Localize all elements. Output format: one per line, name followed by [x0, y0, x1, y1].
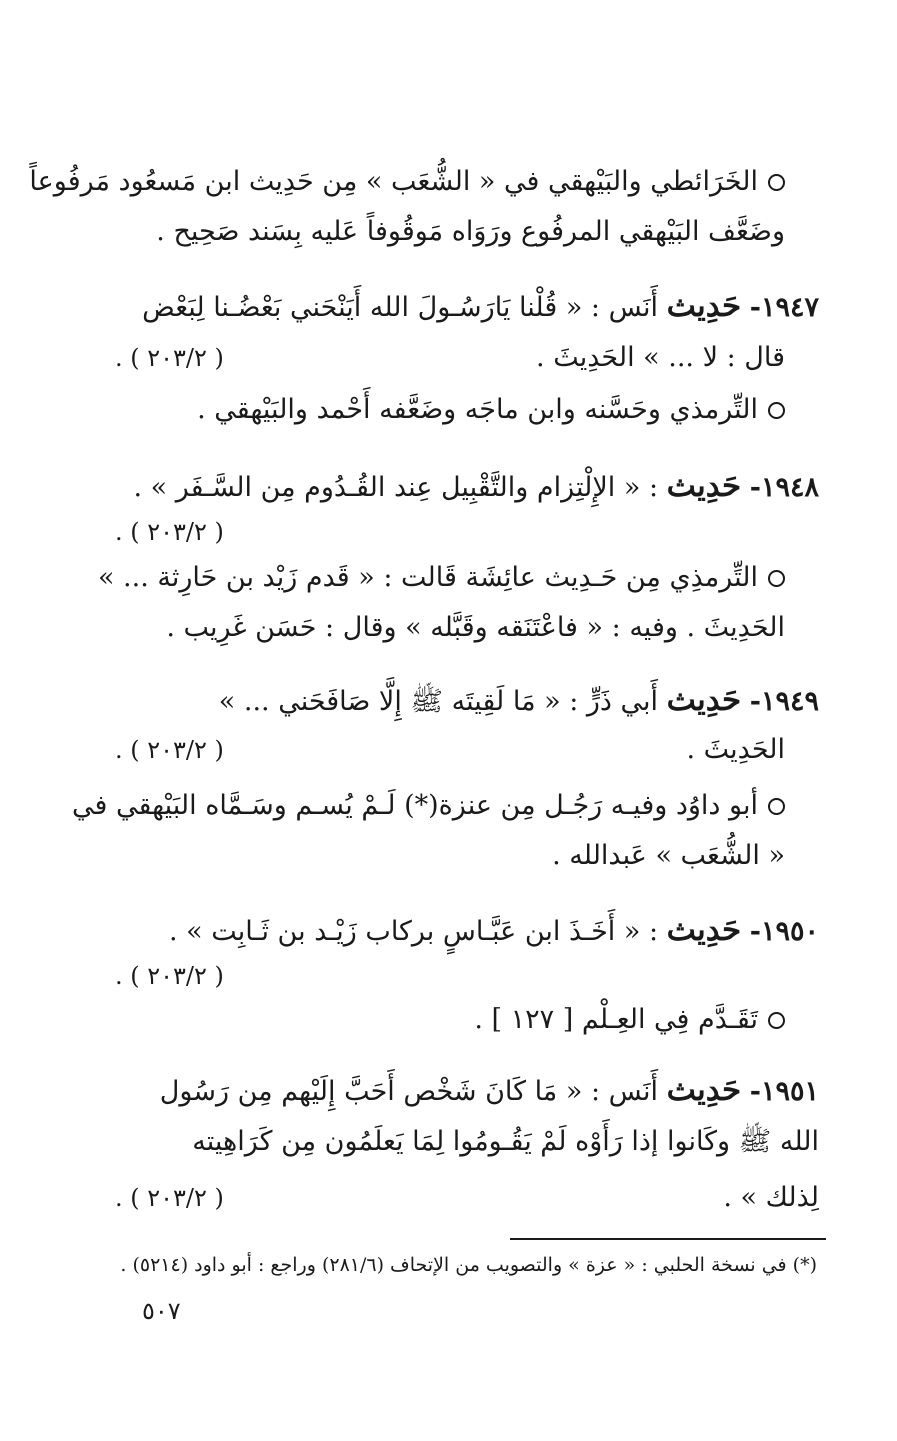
circle-bullet-icon: [768, 570, 785, 587]
entry-number: ١٩٥١-: [749, 1076, 819, 1107]
note-text: أبو داوُد وفيـه رَجُـل مِن عنزة(*) لَـمْ يُسـم وسَـمَّاه البَيْهقي في: [71, 790, 758, 821]
volume-page-reference: . ( ٢٠٣/٢ ): [115, 736, 224, 764]
entry-text: أَنَس : « قُلْنا يَارَسُـولَ الله أَيَنْحَني بَعْضُـنا لِبَعْض: [142, 292, 659, 323]
hadith-entry-1948: [133, 466, 819, 508]
entry-number: ١٩٤٧-: [749, 292, 819, 323]
note-text: التِّرمذِي مِن حَـدِيث عائِشَة قَالت : « قَدم زَيْد بن حَارِثة ... »: [97, 562, 758, 593]
entry-keyword: حَدِيث: [666, 288, 742, 324]
volume-page-reference: . ( ٢٠٣/٢ ): [115, 518, 224, 546]
entry-keyword: حَدِيث: [666, 682, 742, 718]
entry-text: : « الإِلْتِزام والتَّقْبِيل عِند القُـدُوم مِن السَّـفَر » .: [133, 472, 659, 503]
entry-number: ١٩٥٠-: [749, 916, 819, 947]
circle-bullet-icon: [768, 798, 785, 815]
note-line: « الشُّعَب » عَبدالله .: [552, 840, 785, 871]
entry-number: ١٩٤٩-: [749, 686, 819, 717]
circle-bullet-icon: [768, 174, 785, 191]
note-text: تَقَـدَّم فِي العِـلْم [ ١٢٧ ] .: [474, 1004, 758, 1035]
entry-keyword: حَدِيث: [666, 1072, 742, 1108]
circle-bullet-icon: [768, 1012, 785, 1029]
hadith-entry-1951: [160, 1070, 819, 1112]
entry-keyword: حَدِيث: [666, 468, 742, 504]
page-number: ٥٠٧: [142, 1297, 181, 1325]
volume-page-reference: . ( ٢٠٣/٢ ): [115, 962, 224, 990]
volume-page-reference: . ( ٢٠٣/٢ ): [115, 344, 224, 372]
note-line: وضَعَّف البَيْهقي المرفُوع ورَوَاه مَوقُوفاً عَليه بِسَند صَحِيح .: [156, 216, 785, 247]
hadith-entry-1950: [169, 910, 819, 952]
hadith-entry-1949: [219, 680, 819, 722]
entry-continuation: الحَدِيثَ .: [686, 734, 785, 765]
entry-text: : « أَخَـذَ ابن عَبَّـاسٍ بركاب زَيْـد بن ثَـابِت » .: [169, 916, 659, 947]
note-line: [98, 558, 785, 598]
entry-continuation: لِذلك » .: [723, 1182, 819, 1213]
entry-text: أَنَس : « مَا كَانَ شَخْص أَحَبَّ إِلَيْهم مِن رَسُول: [159, 1076, 659, 1107]
note-text: التِّرمذي وحَسَّنه وابن ماجَه وضَعَّفه أَحْمد والبَيْهقي .: [197, 394, 758, 425]
entry-continuation: الله ﷺ وكَانوا إذا رَأَوْه لَمْ يَقُـومُوا لِمَا يَعلَمُون مِن كَرَاهِيته: [192, 1126, 819, 1157]
entry-keyword: حَدِيث: [666, 912, 742, 948]
entry-number: ١٩٤٨-: [749, 472, 819, 503]
note-line: [474, 1000, 785, 1040]
note-line: الحَدِيثَ . وفيه : « فاعْتَنَقه وقَبَّله » وقال : حَسَن غَرِيب .: [166, 612, 785, 643]
note-line: [72, 786, 785, 826]
note-line: [197, 390, 785, 430]
entry-continuation: قال : لا ... » الحَدِيثَ .: [536, 342, 785, 373]
hadith-entry-1947: [142, 286, 819, 328]
footnote-divider: [510, 1238, 826, 1240]
note-line: [29, 162, 785, 202]
note-text: الخَرَائطي والبَيْهقي في « الشُّعَب » مِن حَدِيث ابن مَسعُود مَرفُوعاً: [29, 166, 758, 197]
footnote: (*) في نسخة الحلبي : « عزة » والتصويب من الإتحاف (٢٨١/٦) وراجع : أبو داود (٥٢١٤) .: [120, 1254, 817, 1276]
circle-bullet-icon: [768, 402, 785, 419]
volume-page-reference: . ( ٢٠٣/٢ ): [115, 1184, 224, 1212]
entry-text: أَبي ذَرٍّ : « مَا لَقِيتَه ﷺ إِلَّا صَافَحَني ... »: [218, 686, 659, 717]
